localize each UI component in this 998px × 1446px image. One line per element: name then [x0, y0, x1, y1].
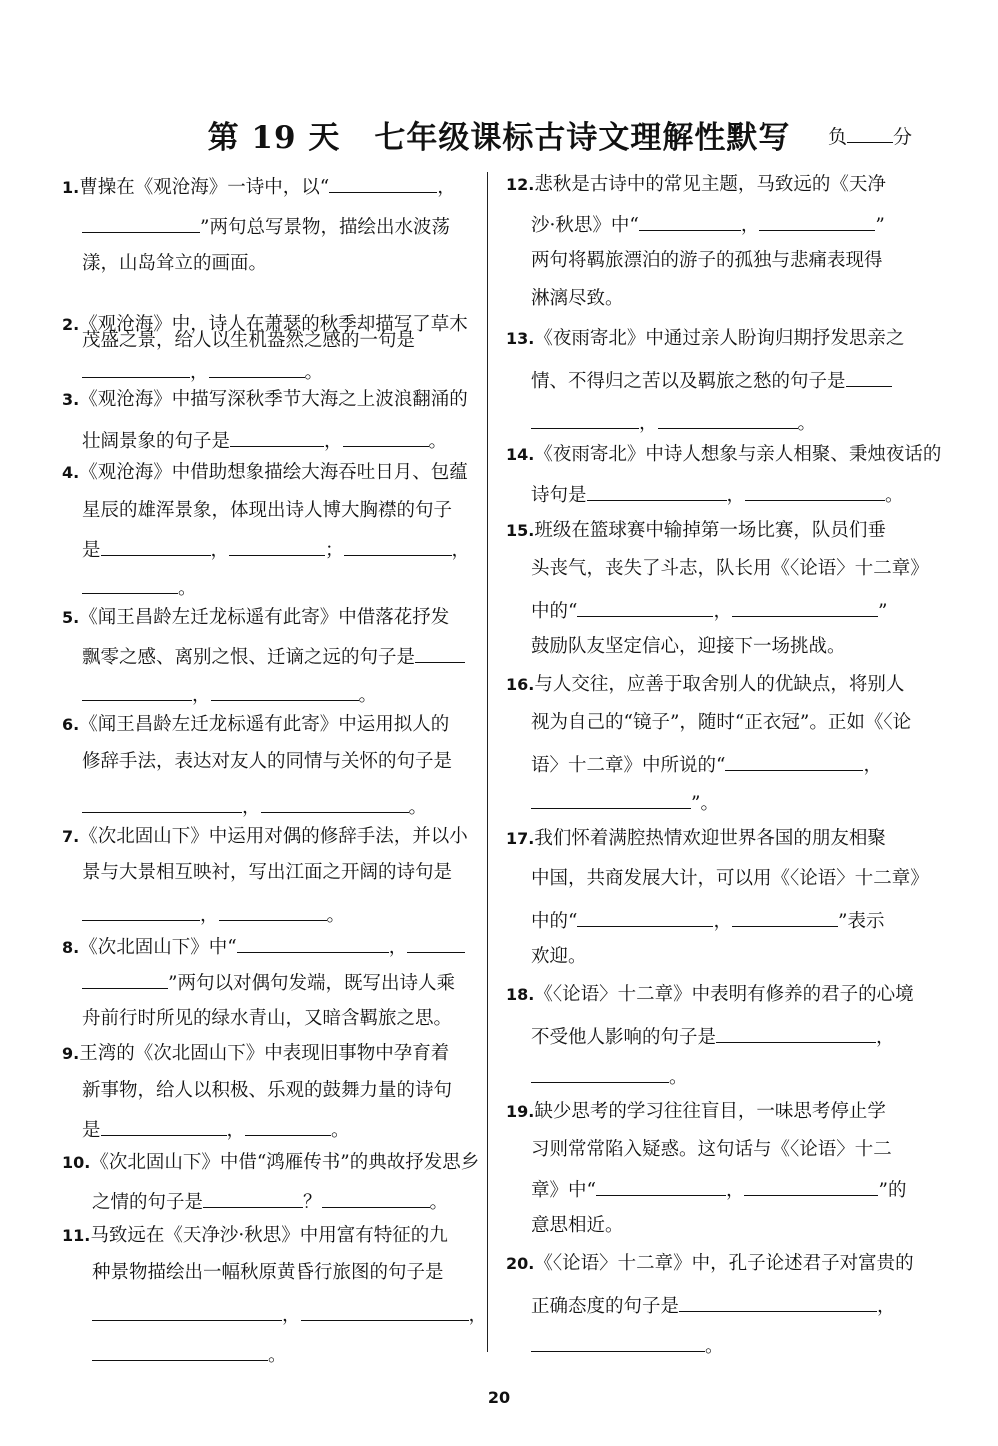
answer-blank[interactable]	[229, 535, 325, 556]
score-field: 负 分	[828, 126, 913, 148]
question-13-line: ， 。	[531, 408, 816, 434]
answer-blank[interactable]	[679, 1291, 877, 1312]
answer-blank[interactable]	[531, 1062, 669, 1083]
question-15-line: 中的“ ， ”	[531, 596, 887, 622]
answer-blank[interactable]	[587, 480, 727, 501]
answer-blank[interactable]	[101, 535, 211, 556]
question-17: 17.我们怀着满腔热情欢迎世界各国的朋友相聚	[506, 828, 886, 849]
question-11-line: 种景物描绘出一幅秋原黄昏行旅图的句子是	[92, 1262, 444, 1283]
question-9-line: 是 ， 。	[82, 1115, 350, 1141]
question-19-line: 章》中“ ， ”的	[531, 1175, 906, 1201]
answer-blank[interactable]	[343, 426, 429, 447]
question-14-line: 诗句是 ， 。	[531, 480, 904, 506]
answer-blank[interactable]	[92, 1300, 282, 1321]
answer-blank[interactable]	[732, 596, 878, 617]
question-13-line: 情、不得归之苦以及羁旅之愁的句子是	[531, 366, 892, 392]
answer-blank[interactable]	[82, 900, 200, 921]
answer-blank[interactable]	[596, 1175, 726, 1196]
question-17-line: 欢迎。	[531, 946, 587, 967]
answer-blank[interactable]	[203, 1187, 303, 1208]
answer-blank[interactable]	[92, 1340, 268, 1361]
question-15-line: 鼓励队友坚定信心，迎接下一场挑战。	[531, 636, 846, 657]
question-10: 10.《次北固山下》中借“鸿雁传书”的典故抒发思乡	[62, 1152, 480, 1173]
answer-blank[interactable]	[322, 1187, 430, 1208]
answer-blank[interactable]	[716, 1022, 876, 1043]
answer-blank[interactable]	[531, 1331, 705, 1352]
answer-blank[interactable]	[639, 210, 741, 231]
question-8: 8.《次北固山下》中“ ，	[62, 932, 465, 958]
question-11: 11.马致远在《天净沙·秋思》中用富有特征的九	[62, 1225, 448, 1246]
question-19-line: 习则常常陷入疑惑。这句话与《〈论语〉十二	[531, 1139, 892, 1160]
question-1-line: ”两句总写景物，描绘出水波荡	[82, 212, 450, 238]
answer-blank[interactable]	[230, 426, 324, 447]
question-6-line: ， 。	[82, 792, 427, 818]
answer-blank[interactable]	[101, 1115, 227, 1136]
page-number: 20	[487, 1388, 511, 1407]
answer-blank[interactable]	[725, 750, 863, 771]
question-12-line: 淋漓尽致。	[531, 288, 624, 309]
question-3-line: 壮阔景象的句子是 ， 。	[82, 426, 447, 452]
answer-blank[interactable]	[82, 968, 168, 989]
question-4: 4.《观沧海》中借助想象描绘大海吞吐日月、包蕴	[62, 462, 468, 483]
question-2-line: ， 。	[82, 357, 323, 383]
question-3: 3.《观沧海》中描写深秋季节大海之上波浪翻涌的	[62, 389, 468, 410]
answer-blank[interactable]	[82, 212, 200, 233]
column-divider	[487, 172, 488, 1352]
answer-blank[interactable]	[82, 573, 178, 594]
answer-blank[interactable]	[82, 680, 192, 701]
question-18-line: 。	[531, 1062, 688, 1088]
question-4-line: 。	[82, 573, 197, 599]
question-8-line: ”两句以对偶句发端，既写出诗人乘	[82, 968, 455, 994]
answer-blank[interactable]	[209, 357, 305, 378]
answer-blank[interactable]	[82, 792, 242, 813]
answer-blank[interactable]	[415, 642, 465, 663]
question-20: 20.《〈论语〉十二章》中，孔子论述君子对富贵的	[506, 1253, 914, 1274]
question-17-line: 中国，共商发展大计，可以用《〈论语〉十二章》	[531, 868, 929, 889]
question-10-line: 之情的句子是 ？ 。	[92, 1187, 448, 1213]
answer-blank[interactable]	[577, 906, 713, 927]
question-14: 14.《夜雨寄北》中诗人想象与亲人相聚、秉烛夜话的	[506, 444, 942, 465]
answer-blank[interactable]	[329, 172, 437, 193]
question-7: 7.《次北固山下》中运用对偶的修辞手法，并以小	[62, 826, 468, 847]
question-8-line: 舟前行时所见的绿水青山，又暗含羁旅之思。	[82, 1008, 453, 1029]
answer-blank[interactable]	[407, 932, 465, 953]
question-1: 1.曹操在《观沧海》一诗中，以“ ，	[62, 172, 456, 198]
question-1-line: 漾，山岛耸立的画面。	[82, 253, 268, 274]
question-19: 19.缺少思考的学习往往盲目，一味思考停止学	[506, 1101, 886, 1122]
answer-blank[interactable]	[344, 535, 452, 556]
page-title: 第 19 天 七年级课标古诗文理解性默写	[207, 120, 791, 156]
question-9: 9.王湾的《次北固山下》中表现旧事物中孕育着	[62, 1043, 450, 1064]
question-15: 15.班级在篮球赛中输掉第一场比赛，队员们垂	[506, 520, 886, 541]
answer-blank[interactable]	[82, 357, 190, 378]
question-12-line: 两句将羁旅漂泊的游子的孤独与悲痛表现得	[531, 250, 883, 271]
question-7-line: ， 。	[82, 900, 345, 926]
question-18: 18.《〈论语〉十二章》中表明有修养的君子的心境	[506, 984, 914, 1005]
answer-blank[interactable]	[261, 792, 409, 813]
question-15-line: 头丧气，丧失了斗志，队长用《〈论语〉十二章》	[531, 558, 929, 579]
question-16-line: 语〉十二章》中所说的“ ，	[531, 750, 882, 776]
question-20-line: 。	[531, 1331, 724, 1357]
question-5-line: 飘零之感、离别之恨、迁谪之远的句子是	[82, 642, 465, 668]
question-9-line: 新事物，给人以积极、乐观的鼓舞力量的诗句	[82, 1080, 453, 1101]
question-19-line: 意思相近。	[531, 1215, 624, 1236]
question-12-line: 沙·秋思》中“ ， ”	[531, 210, 885, 236]
question-7-line: 景与大景相互映衬，写出江面之开阔的诗句是	[82, 862, 453, 883]
answer-blank[interactable]	[211, 680, 359, 701]
question-13: 13.《夜雨寄北》中通过亲人盼询归期抒发思亲之	[506, 328, 905, 349]
answer-blank[interactable]	[744, 1175, 878, 1196]
answer-blank[interactable]	[219, 900, 327, 921]
answer-blank[interactable]	[301, 1300, 469, 1321]
question-4-line: 是 ， ； ，	[82, 535, 470, 561]
question-16: 16.与人交往，应善于取舍别人的优缺点，将别人	[506, 674, 905, 695]
answer-blank[interactable]	[759, 210, 875, 231]
question-4-line: 星辰的雄浑景象，体现出诗人博大胸襟的句子	[82, 500, 453, 521]
answer-blank[interactable]	[245, 1115, 331, 1136]
answer-blank[interactable]	[237, 932, 389, 953]
question-6: 6.《闻王昌龄左迁龙标遥有此寄》中运用拟人的	[62, 714, 450, 735]
question-2: 2.《观沧海》中，诗人在萧瑟的秋季却描写了草木	[62, 314, 468, 335]
question-6-line: 修辞手法，表达对友人的同情与关怀的句子是	[82, 751, 453, 772]
question-16-line: 视为自己的“镜子”，随时“正衣冠”。正如《〈论	[531, 712, 912, 733]
answer-blank[interactable]	[577, 596, 713, 617]
score-blank[interactable]	[847, 124, 893, 143]
question-12: 12.悲秋是古诗中的常见主题，马致远的《天净	[506, 174, 886, 195]
answer-blank[interactable]	[745, 480, 885, 501]
question-20-line: 正确态度的句子是 ，	[531, 1291, 896, 1317]
answer-blank[interactable]	[531, 408, 639, 429]
answer-blank[interactable]	[732, 906, 838, 927]
answer-blank[interactable]	[658, 408, 798, 429]
question-11-line: 。	[92, 1340, 287, 1366]
question-2-line: 茂盛之景，给人以生机盎然之感的一句是	[82, 330, 416, 351]
question-18-line: 不受他人影响的句子是 ，	[531, 1022, 895, 1048]
question-16-line: ”。	[531, 788, 719, 814]
question-11-line: ， ，	[92, 1300, 487, 1326]
answer-blank[interactable]	[531, 788, 691, 809]
answer-blank[interactable]	[846, 366, 892, 387]
question-5-line: ， 。	[82, 680, 377, 706]
question-5: 5.《闻王昌龄左迁龙标遥有此寄》中借落花抒发	[62, 607, 450, 628]
question-17-line: 中的“ ， ”表示	[531, 906, 884, 932]
